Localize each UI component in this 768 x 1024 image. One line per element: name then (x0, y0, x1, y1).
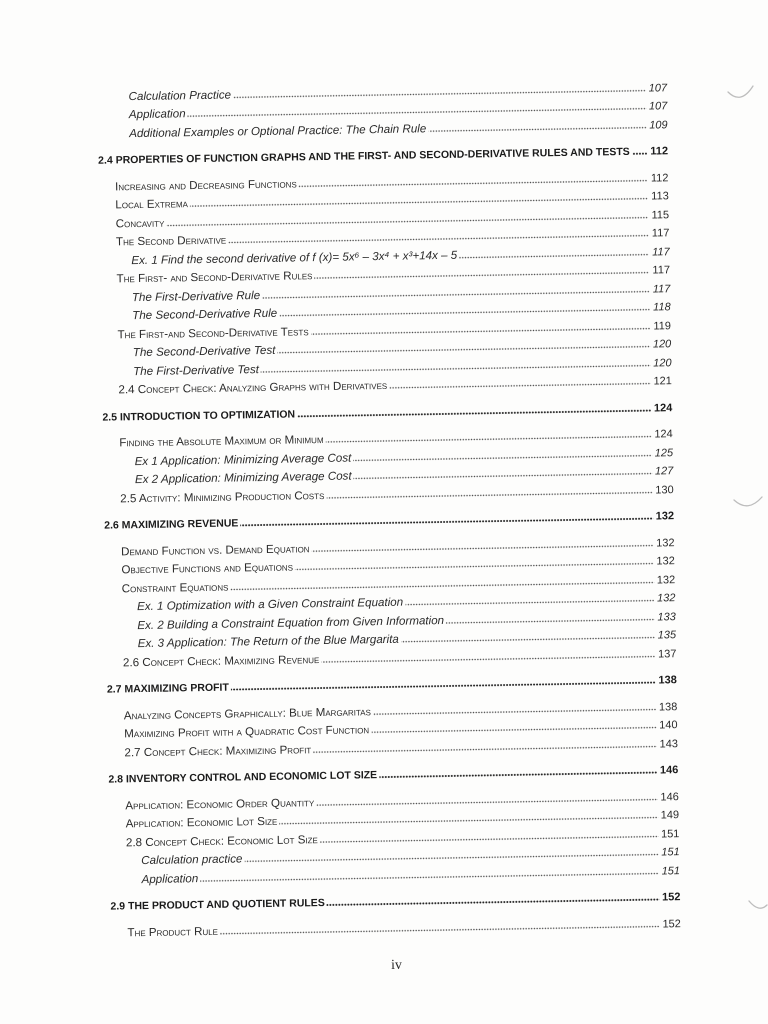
dot-leader (405, 600, 654, 606)
toc-section-heading (102, 399, 672, 427)
toc-page-number: 109 (649, 118, 668, 132)
toc-page-number: 121 (653, 375, 672, 388)
toc-section-heading (98, 142, 668, 170)
toc-entry-title: Ex. 1 Find the second derivative of f (x)= 5x⁶ – 3x⁴ + x³+14x – 5 (131, 248, 458, 267)
toc-page-number: 152 (662, 917, 681, 931)
toc-entry-title: The First-Derivative Test (133, 362, 260, 378)
toc-entry-title: Application (128, 107, 186, 122)
toc-page-number: 112 (650, 145, 669, 158)
toc-page-number: 137 (657, 647, 677, 661)
toc-page-number: 133 (657, 610, 676, 624)
toc-entry-title: Local Extrema (115, 197, 189, 212)
toc-entry-title: The Second-Derivative Test (132, 344, 276, 360)
toc-page-number: 125 (654, 446, 674, 460)
toc-section-title: 2.6 MAXIMIZING REVENUE (104, 517, 239, 532)
dot-leader (299, 179, 648, 187)
toc-page-number: 112 (650, 171, 669, 185)
toc-page-number: 151 (661, 864, 681, 878)
toc-page-number: 119 (653, 319, 672, 333)
toc-page-number: 118 (653, 301, 671, 314)
dot-leader (295, 563, 654, 571)
dot-leader (326, 491, 652, 498)
toc-entry-title: Finding the Absolute Maximum or Minimum (119, 433, 324, 450)
toc-entry-title: The Second Derivative (115, 233, 227, 249)
dot-leader (228, 235, 648, 244)
document-page (93, 75, 688, 984)
dot-leader (459, 253, 649, 258)
dot-leader (353, 454, 651, 461)
toc-entry-title: Maximizing Profit with a Quadratic Cost Function (124, 723, 370, 741)
toc-entry-title: 2.6 Concept Check: Maximizing Revenue (122, 652, 320, 670)
toc-page-number: 149 (660, 809, 680, 822)
toc-page-number: 151 (660, 827, 680, 841)
dot-leader (200, 872, 658, 882)
toc-entry-title: 2.7 Concept Check: Maximizing Profit (124, 742, 312, 760)
toc-entry-title: Ex. 1 Optimization with a Given Constraint Equation (136, 595, 404, 614)
dot-leader (354, 473, 652, 480)
toc-entry-title: Calculation practice (141, 852, 243, 868)
toc-section-heading (104, 507, 674, 535)
toc-page-number: 117 (651, 227, 670, 240)
toc-page-number: 138 (658, 674, 677, 687)
toc-section-title: 2.7 MAXIMIZING PROFIT (106, 681, 229, 696)
dot-leader (311, 327, 650, 335)
toc-entry-title: The Second-Derivative Rule (132, 306, 278, 323)
toc-page-number: 124 (654, 428, 673, 441)
toc-page-number: 132 (656, 555, 675, 568)
toc-page-number: 140 (659, 719, 678, 732)
toc-entry-title: The First-Derivative Rule (131, 288, 261, 304)
toc-page-number: 127 (654, 465, 674, 478)
dot-leader (321, 655, 655, 663)
toc-entry-title: Application: Economic Order Quantity (125, 795, 315, 813)
dot-leader (220, 925, 660, 934)
toc-entry-title: The Product Rule (127, 924, 219, 940)
toc-page-number: 107 (648, 82, 668, 95)
toc-entry (111, 915, 681, 943)
dot-leader (190, 198, 648, 208)
toc-page-number: 113 (651, 190, 669, 203)
toc-page-number: 146 (659, 764, 679, 777)
dot-leader (233, 89, 646, 98)
dot-leader (401, 637, 655, 643)
toc-page-number: 151 (661, 846, 680, 859)
table-of-contents (97, 79, 681, 943)
dot-leader (231, 682, 656, 691)
toc-page-number: 135 (657, 629, 677, 642)
dot-leader (316, 798, 657, 806)
toc-entry-title: Demand Function vs. Demand Equation (121, 541, 310, 559)
toc-page-number: 146 (660, 790, 679, 804)
dot-leader (313, 745, 656, 753)
toc-page-number: 130 (655, 483, 674, 497)
dot-leader (188, 108, 646, 118)
toc-entry-title: Additional Examples or Optional Practice: The Chain Rule (129, 121, 427, 140)
toc-entry-title: The First-and Second-Derivative Tests (117, 324, 309, 342)
dot-leader (261, 364, 650, 372)
dot-leader (389, 383, 650, 389)
dot-leader (379, 772, 657, 779)
dot-leader (262, 290, 649, 298)
dot-leader (240, 518, 652, 527)
toc-page-number: 117 (652, 245, 670, 259)
toc-entry-title: Application: Economic Lot Size (125, 815, 278, 831)
toc-entry-title: Increasing and Decreasing Functions (114, 177, 297, 194)
toc-page-number: 132 (656, 536, 675, 550)
toc-entry-title: Constraint Equations (121, 580, 229, 596)
toc-entry-title: 2.5 Activity: Minimizing Production Costs (120, 488, 325, 506)
toc-section-heading (107, 671, 677, 699)
toc-entry-title: Ex. 3 Application: The Return of the Blue Margarita (137, 633, 399, 651)
toc-page-number: 138 (658, 700, 678, 714)
hole-punch-mark (749, 901, 767, 908)
toc-page-number: 132 (655, 510, 675, 523)
toc-entry-title: Ex 2 Application: Minimizing Average Cost (134, 469, 352, 487)
dot-leader (371, 727, 656, 734)
dot-leader (320, 835, 658, 843)
toc-page-number: 132 (657, 592, 676, 605)
dot-leader (277, 346, 649, 354)
dot-leader (428, 126, 646, 132)
dot-leader (373, 708, 656, 715)
hole-punch-mark (734, 497, 762, 506)
toc-entry-title: Ex. 2 Building a Constraint Equation from Given Information (137, 613, 445, 632)
toc-entry-title: Application (141, 871, 199, 886)
toc-entry-title: Analyzing Concepts Graphically: Blue Margaritas (123, 704, 372, 723)
dot-leader (297, 409, 651, 417)
toc-entry-title: 2.4 Concept Check: Analyzing Graphs with Derivatives (118, 379, 388, 397)
toc-page-number: 120 (653, 356, 672, 370)
toc-section-title: 2.4 PROPERTIES OF FUNCTION GRAPHS AND THE FIRST- AND SECOND-DERIVATIVE RULES AND TESTS (98, 146, 630, 167)
toc-page-number: 115 (651, 208, 670, 222)
toc-entry-title: Calculation Practice (128, 88, 232, 103)
dot-leader (279, 309, 649, 317)
toc-entry-title: Objective Functions and Equations (121, 560, 294, 577)
toc-section-heading (110, 888, 680, 916)
dot-leader (244, 854, 658, 863)
toc-page-number: 143 (659, 737, 678, 751)
toc-entry-title: Concavity (115, 216, 165, 231)
toc-page-number: 152 (661, 891, 681, 904)
dot-leader (632, 153, 647, 155)
toc-entry-title: The First- and Second-Derivative Rules (116, 269, 313, 286)
dot-leader (327, 899, 659, 907)
dot-leader (166, 216, 648, 226)
toc-page-number: 124 (653, 401, 673, 415)
toc-entry-title: 2.8 Concept Check: Economic Lot Size (125, 832, 318, 850)
toc-page-number: 117 (652, 264, 671, 277)
dot-leader (312, 544, 654, 552)
dot-leader (230, 581, 653, 590)
toc-section-title: 2.9 THE PRODUCT AND QUOTIENT RULES (110, 897, 325, 913)
dot-leader (314, 272, 649, 280)
dot-leader (326, 436, 652, 443)
toc-page-number: 117 (652, 282, 671, 296)
page-number: iv (390, 957, 403, 973)
toc-section-title: 2.5 INTRODUCTION TO OPTIMIZATION (102, 408, 296, 424)
toc-page-number: 107 (648, 100, 668, 113)
hole-punch-mark (728, 86, 753, 97)
toc-entry-title: Ex 1 Application: Minimizing Average Cost (134, 451, 352, 468)
toc-section-heading (108, 761, 678, 789)
toc-page-number: 132 (656, 573, 676, 587)
dot-leader (446, 618, 654, 623)
dot-leader (279, 817, 657, 825)
toc-section-title: 2.8 INVENTORY CONTROL AND ECONOMIC LOT SIZE (108, 769, 378, 786)
toc-page-number: 120 (652, 338, 672, 351)
